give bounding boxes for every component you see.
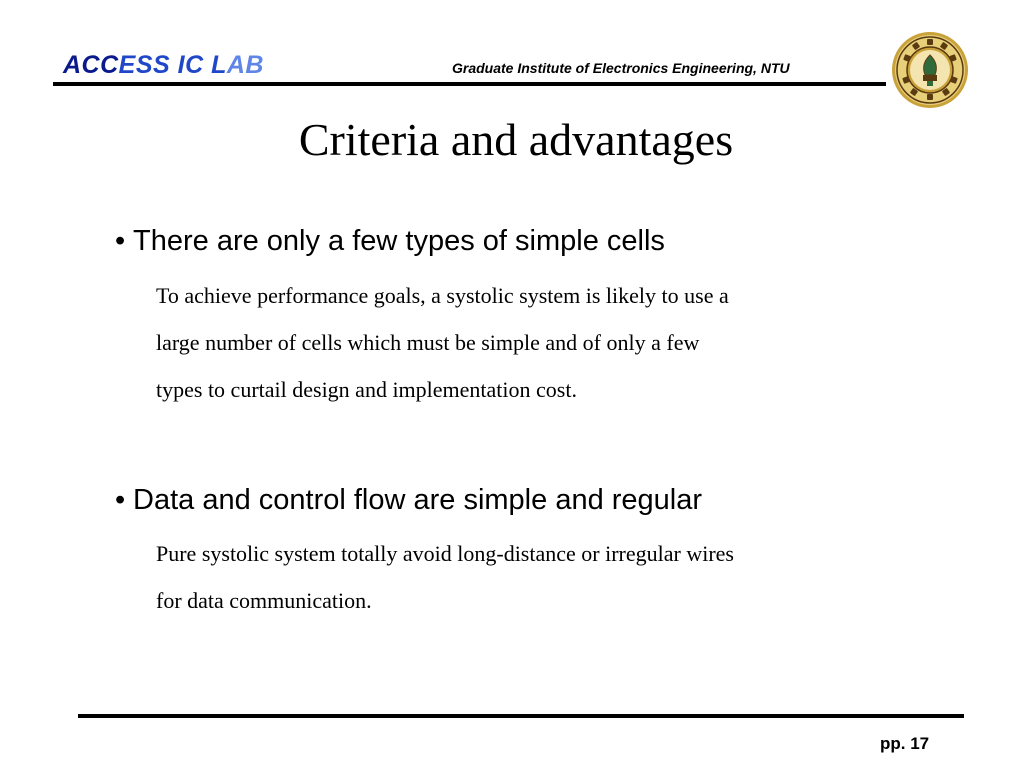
lab-logo [63,50,264,80]
detail-line: Pure systolic system totally avoid long-distance or irregular wires [156,541,734,566]
institute-name: Graduate Institute of Electronics Engineering, NTU [452,60,790,76]
bullet-detail [156,272,729,413]
detail-line: large number of cells which must be simple and of only a few [156,330,700,355]
bullet-heading: Data and control flow are simple and regular [133,484,703,516]
bullet-heading: There are only a few types of simple cells [133,225,665,257]
bullet-item [115,223,665,259]
header-divider [53,82,886,86]
ntu-seal-icon [891,31,969,109]
lab-logo-part-3: AB [226,51,264,79]
bullet-marker: • [115,484,126,516]
footer-divider [78,714,964,718]
bullet-marker: • [115,225,126,257]
slide-title: Criteria and advantages [298,114,734,165]
bullet-item [115,482,702,518]
detail-line: types to curtail design and implementation cost. [156,377,577,402]
lab-logo-part-2: ESS IC L [118,51,227,79]
page-number: pp. 17 [880,734,930,753]
lab-logo-part-1: ACC [63,51,119,79]
detail-line: To achieve performance goals, a systolic system is likely to use a [156,283,729,308]
detail-line: for data communication. [156,588,372,613]
bullet-detail [156,530,734,624]
